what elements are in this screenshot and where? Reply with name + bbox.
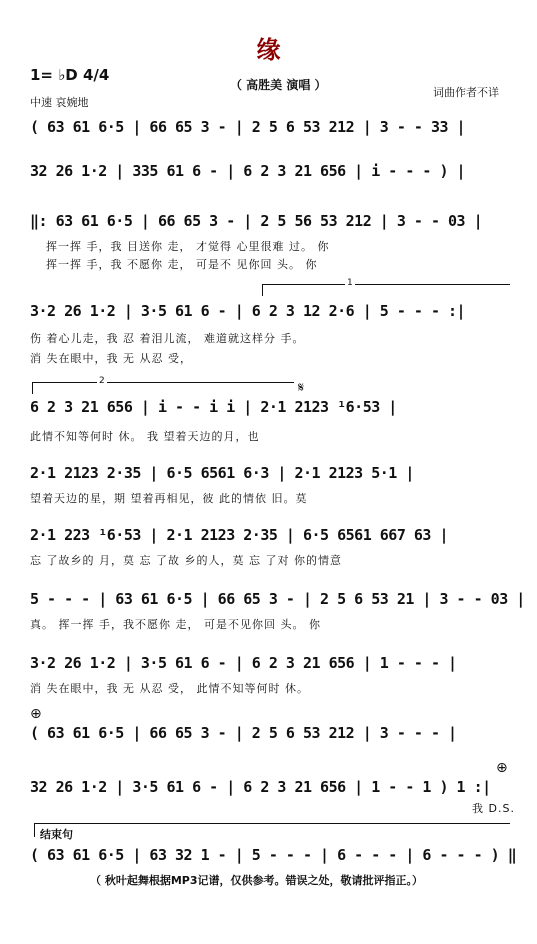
score-row-3: ‖: 63 61 6·5 | 66 65 3 - | 2 5 56 53 212 | 3 - - 03 | [30,212,483,230]
segno-sign: 𝄋 [298,380,305,396]
score-row-4: 3·2 26 1·2 | 3·5 61 6 - | 6 2 3 12 2·6 | 5 - - - :| [30,302,466,320]
volta-1-number: 1 [347,278,353,288]
score-row-8: 5 - - - | 63 61 6·5 | 66 65 3 - | 2 5 6 53 21 | 3 - - 03 | [30,590,525,608]
footer-note: （ 秋叶起舞根据MP3记谱，仅供参考。错误之处，敬请批评指正。） [90,874,423,887]
volta-2-number: 2 [99,376,105,386]
score-row-6: 2·1 2123 2·35 | 6·5 6561 6·3 | 2·1 2123 5·1 | [30,464,414,482]
score-row-7: 2·1 223 ¹6·53 | 2·1 2123 2·35 | 6·5 6561 667 63 | [30,526,449,544]
coda-sign-start: ⊕ [30,706,42,722]
coda-sign-end: ⊕ [496,760,508,776]
score-row-5: 6 2 3 21 656 | i - - i i | 2·1 2123 ¹6·53 | [30,398,397,416]
score-row-11: 32 26 1·2 | 3·5 61 6 - | 6 2 3 21 656 | 1 - - 1 ) 1 :| [30,778,491,796]
volta-2-bracket [32,376,294,394]
ending-bracket [34,823,510,837]
lyric-row-4b: 消 失在眼中，我 无 从忍 受， [30,352,192,365]
lyric-row-4a: 伤 着心儿走，我 忍 着泪儿流， 难道就这样分 手。 [30,332,305,345]
lyric-row-11: 我 D.S. [472,802,515,815]
lyric-row-5: 此情不知等何时 休。 我 望着天边的月，也 [30,430,260,443]
key-signature: 1= ♭D 4/4 [30,66,110,84]
score-row-9: 3·2 26 1·2 | 3·5 61 6 - | 6 2 3 21 656 | 1 - - - | [30,654,457,672]
score-row-2: 32 26 1·2 | 335 61 6 - | 6 2 3 21 656 | i - - - ) | [30,162,466,180]
lyric-row-9: 消 失在眼中，我 无 从忍 受， 此情不知等何时 休。 [30,682,309,695]
score-row-1: ( 63 61 6·5 | 66 65 3 - | 2 5 6 53 212 | 3 - - 33 | [30,118,466,136]
ending-label: 结束句 [40,828,73,841]
tempo-marking: 中速 哀婉地 [30,96,89,109]
song-title: 缘 [256,36,281,64]
lyric-row-7: 忘 了故乡的 月，莫 忘 了故 乡的人，莫 忘 了对 你的情意 [30,554,342,567]
score-row-ending: ( 63 61 6·5 | 63 32 1 - | 5 - - - | 6 - - - | 6 - - - ) ‖ [30,846,517,864]
volta-1-bracket [262,278,510,296]
score-row-10: ( 63 61 6·5 | 66 65 3 - | 2 5 6 53 212 | 3 - - - | [30,724,457,742]
lyric-row-3b: 挥一挥 手，我 不愿你 走， 可是不 见你回 头。 你 [46,258,318,271]
composer-credit: 词曲作者不详 [433,86,499,99]
lyric-row-3a: 挥一挥 手，我 目送你 走， 才觉得 心里很难 过。 你 [46,240,330,253]
singer-credit: （ 高胜美 演唱 ） [230,78,327,92]
lyric-row-6: 望着天边的星，期 望着再相见，彼 此的情依 旧。莫 [30,492,308,505]
lyric-row-8: 真。 挥一挥 手，我不愿你 走， 可是不见你回 头。 你 [30,618,321,631]
